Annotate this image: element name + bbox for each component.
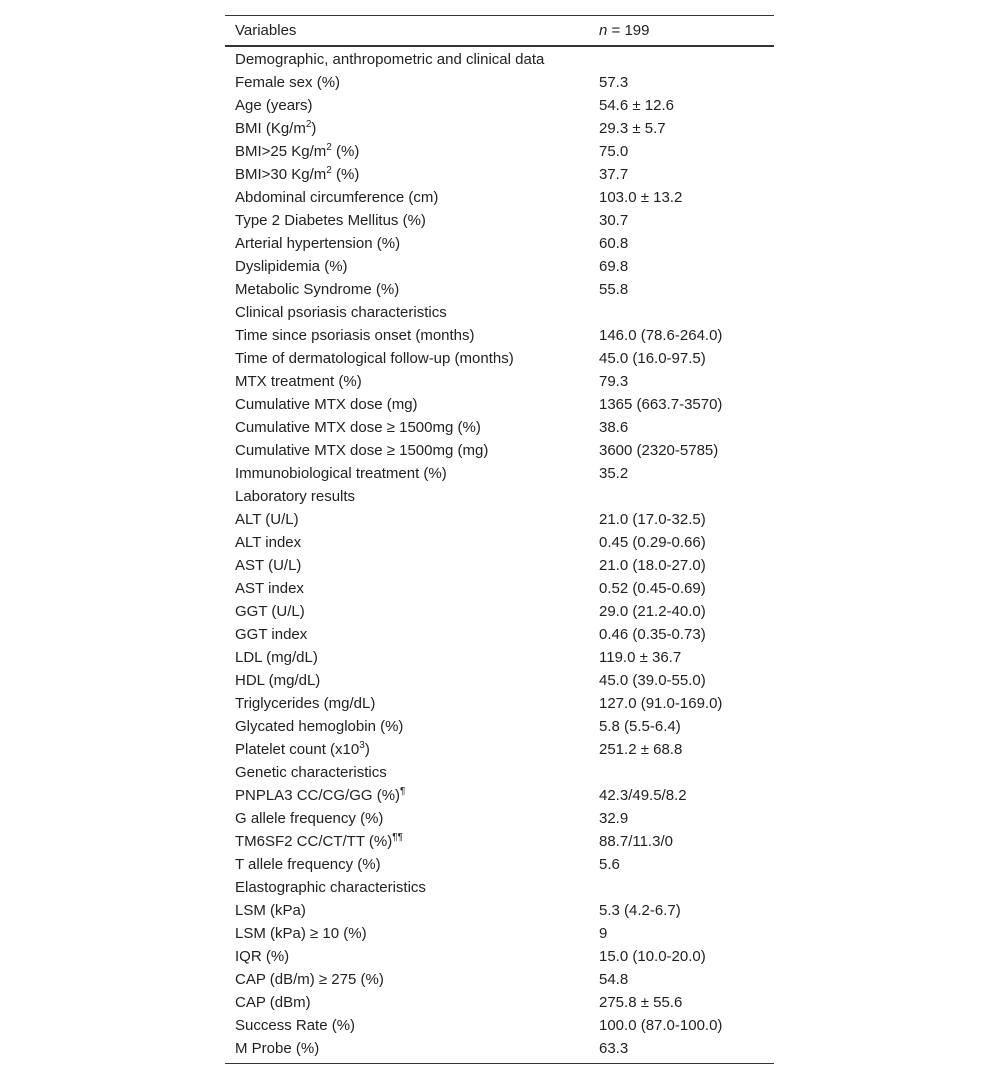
- table-row: [225, 117, 774, 140]
- row-value: 119.0 ± 36.7: [599, 649, 682, 666]
- row-value: 79.3: [599, 373, 629, 390]
- section-heading-row: [225, 301, 774, 324]
- row-label: [225, 235, 599, 252]
- table-row: [225, 71, 774, 94]
- row-label: [225, 925, 599, 942]
- header-sample-size: [599, 22, 774, 39]
- table-row: [225, 669, 774, 692]
- row-label-text: Success Rate (%): [235, 1017, 356, 1034]
- table-row: [225, 324, 774, 347]
- table-row: [225, 255, 774, 278]
- row-label-superscript: 2: [326, 142, 332, 153]
- table-row: [225, 600, 774, 623]
- row-value: 45.0 (39.0-55.0): [599, 672, 706, 689]
- table-row: [225, 439, 774, 462]
- row-label: [225, 327, 599, 344]
- row-label: [225, 787, 599, 804]
- row-label: [225, 442, 599, 459]
- row-label-text: Abdominal circumference (cm): [235, 189, 439, 206]
- table-row: [225, 922, 774, 945]
- table-row: [225, 692, 774, 715]
- row-label-suffix: (%): [331, 166, 360, 183]
- row-label-text: Cumulative MTX dose ≥ 1500mg (%): [235, 419, 481, 436]
- table-row: [225, 853, 774, 876]
- row-label: [225, 1017, 599, 1034]
- table-row: [225, 968, 774, 991]
- table-row: [225, 163, 774, 186]
- row-label-text: Dyslipidemia (%): [235, 258, 348, 275]
- row-value: 9: [599, 925, 608, 942]
- table-row: [225, 186, 774, 209]
- row-label-text: MTX treatment (%): [235, 373, 362, 390]
- row-value: 15.0 (10.0-20.0): [599, 948, 706, 965]
- row-value: 55.8: [599, 281, 629, 298]
- table-row: [225, 945, 774, 968]
- table-row: [225, 347, 774, 370]
- row-value: 29.3 ± 5.7: [599, 120, 666, 137]
- section-heading-row: [225, 485, 774, 508]
- row-label: [225, 74, 599, 91]
- table-row: [225, 830, 774, 853]
- table-header: [225, 15, 774, 47]
- row-value: 37.7: [599, 166, 629, 183]
- row-label-text: Cumulative MTX dose (mg): [235, 396, 418, 413]
- row-label-text: Cumulative MTX dose ≥ 1500mg (mg): [235, 442, 489, 459]
- row-label: [225, 143, 599, 160]
- table-row: [225, 393, 774, 416]
- header-variables: Variables: [235, 22, 297, 39]
- row-label-text: Age (years): [235, 97, 313, 114]
- row-label-text: BMI (Kg/m: [235, 120, 306, 137]
- row-label-text: Time since psoriasis onset (months): [235, 327, 475, 344]
- characteristics-table: [225, 15, 774, 1064]
- row-value: 146.0 (78.6-264.0): [599, 327, 723, 344]
- row-label-text: Arterial hypertension (%): [235, 235, 401, 252]
- row-label-superscript: 3: [359, 740, 365, 751]
- row-label-text: CAP (dB/m) ≥ 275 (%): [235, 971, 384, 988]
- row-value: 5.8 (5.5-6.4): [599, 718, 681, 735]
- row-label-text: AST (U/L): [235, 557, 302, 574]
- row-label-text: Immunobiological treatment (%): [235, 465, 447, 482]
- row-value: 1365 (663.7-3570): [599, 396, 723, 413]
- row-value: 5.6: [599, 856, 620, 873]
- row-label-text: M Probe (%): [235, 1040, 320, 1057]
- row-value: 21.0 (17.0-32.5): [599, 511, 706, 528]
- table-row: [225, 140, 774, 163]
- row-label: [225, 833, 599, 850]
- row-label-text: LDL (mg/dL): [235, 649, 318, 666]
- row-value: 275.8 ± 55.6: [599, 994, 683, 1011]
- row-label-text: HDL (mg/dL): [235, 672, 321, 689]
- row-label: [225, 258, 599, 275]
- row-value: 32.9: [599, 810, 629, 827]
- row-value: 30.7: [599, 212, 629, 229]
- row-value: 63.3: [599, 1040, 629, 1057]
- row-value: 29.0 (21.2-40.0): [599, 603, 706, 620]
- row-value: 21.0 (18.0-27.0): [599, 557, 706, 574]
- row-label: [225, 1040, 599, 1057]
- row-label-text: BMI>25 Kg/m: [235, 143, 327, 160]
- row-label-suffix: (%): [331, 143, 360, 160]
- table-row: [225, 807, 774, 830]
- row-label: [225, 971, 599, 988]
- row-value: 57.3: [599, 74, 629, 91]
- table-row: [225, 508, 774, 531]
- row-label-text: ALT (U/L): [235, 511, 299, 528]
- table-row: [225, 991, 774, 1014]
- row-label: [225, 396, 599, 413]
- table-row: [225, 1037, 774, 1060]
- row-label-text: ALT index: [235, 534, 302, 551]
- row-label-text: Genetic characteristics: [235, 764, 387, 781]
- row-label: [225, 534, 599, 551]
- row-label-text: Female sex (%): [235, 74, 341, 91]
- row-label: [225, 120, 599, 137]
- row-label-text: PNPLA3 CC/CG/GG (%): [235, 787, 401, 804]
- table-row: [225, 278, 774, 301]
- row-label: [225, 465, 599, 482]
- table-row: [225, 646, 774, 669]
- row-label-text: Time of dermatological follow-up (months): [235, 350, 514, 367]
- row-label: [225, 856, 599, 873]
- row-value: 5.3 (4.2-6.7): [599, 902, 681, 919]
- row-label-suffix: ): [364, 741, 370, 758]
- row-label-superscript: ¶: [400, 786, 406, 797]
- row-value: 0.46 (0.35-0.73): [599, 626, 706, 643]
- row-label-text: Laboratory results: [235, 488, 356, 505]
- table-row: [225, 577, 774, 600]
- row-label: [225, 488, 599, 505]
- row-label: [225, 902, 599, 919]
- row-value: 38.6: [599, 419, 629, 436]
- row-value: 45.0 (16.0-97.5): [599, 350, 706, 367]
- row-label: [225, 373, 599, 390]
- row-label: [225, 741, 599, 758]
- section-heading-row: [225, 761, 774, 784]
- header-n-symbol: n: [599, 22, 608, 39]
- row-label: [225, 649, 599, 666]
- row-label: [225, 304, 599, 321]
- row-label: [225, 948, 599, 965]
- row-label-superscript: 2: [305, 119, 312, 130]
- row-label-suffix: ): [311, 120, 317, 137]
- row-label: [225, 626, 599, 643]
- row-value: 127.0 (91.0-169.0): [599, 695, 723, 712]
- row-value: 88.7/11.3/0: [599, 833, 673, 850]
- table-row: [225, 554, 774, 577]
- row-label: [225, 580, 599, 597]
- row-label-text: Triglycerides (mg/dL): [235, 695, 376, 712]
- row-label: [225, 718, 599, 735]
- row-label-text: LSM (kPa) ≥ 10 (%): [235, 925, 367, 942]
- row-label: [225, 764, 599, 781]
- row-value: 54.8: [599, 971, 629, 988]
- row-value: 100.0 (87.0-100.0): [599, 1017, 723, 1034]
- row-label: [225, 166, 599, 183]
- table-row: [225, 1014, 774, 1037]
- table-row: [225, 232, 774, 255]
- section-heading-row: [225, 876, 774, 899]
- table-row: [225, 370, 774, 393]
- table-row: [225, 531, 774, 554]
- row-label-text: Platelet count (x10: [235, 741, 360, 758]
- row-label: [225, 281, 599, 298]
- row-label-superscript: 2: [326, 165, 332, 176]
- row-value: 0.45 (0.29-0.66): [599, 534, 706, 551]
- row-value: 60.8: [599, 235, 629, 252]
- row-label-text: T allele frequency (%): [235, 856, 381, 873]
- row-label-text: Demographic, anthropometric and clinical data: [235, 51, 545, 68]
- row-label-text: Metabolic Syndrome (%): [235, 281, 400, 298]
- row-label: [225, 419, 599, 436]
- row-label: [225, 557, 599, 574]
- row-label: [225, 511, 599, 528]
- row-label-text: CAP (dBm): [235, 994, 311, 1011]
- row-label-text: Elastographic characteristics: [235, 879, 426, 896]
- row-label-text: Type 2 Diabetes Mellitus (%): [235, 212, 426, 229]
- row-label-text: Clinical psoriasis characteristics: [235, 304, 447, 321]
- row-label-text: IQR (%): [235, 948, 290, 965]
- row-label-text: Glycated hemoglobin (%): [235, 718, 404, 735]
- row-label: [225, 994, 599, 1011]
- table-row: [225, 715, 774, 738]
- row-value: 251.2 ± 68.8: [599, 741, 683, 758]
- table-row: [225, 623, 774, 646]
- table-row: [225, 738, 774, 761]
- row-label-text: GGT (U/L): [235, 603, 305, 620]
- row-label: [225, 97, 599, 114]
- row-label-text: TM6SF2 CC/CT/TT (%): [235, 833, 393, 850]
- table-row: [225, 209, 774, 232]
- row-label: [225, 189, 599, 206]
- row-value: 35.2: [599, 465, 629, 482]
- row-label: [225, 695, 599, 712]
- row-label: [225, 212, 599, 229]
- row-label: [225, 879, 599, 896]
- row-label-text: AST index: [235, 580, 304, 597]
- row-value: 0.52 (0.45-0.69): [599, 580, 706, 597]
- row-label: [225, 810, 599, 827]
- table-row: [225, 94, 774, 117]
- row-label: [225, 350, 599, 367]
- row-label: [225, 51, 599, 68]
- header-n-value: = 199: [607, 22, 650, 39]
- row-label-text: BMI>30 Kg/m: [235, 166, 327, 183]
- row-label-text: GGT index: [235, 626, 308, 643]
- row-label-text: LSM (kPa): [235, 902, 306, 919]
- table-row: [225, 784, 774, 807]
- row-value: 54.6 ± 12.6: [599, 97, 674, 114]
- row-value: 69.8: [599, 258, 629, 275]
- row-label: [225, 672, 599, 689]
- section-heading-row: [225, 48, 774, 71]
- row-value: 75.0: [599, 143, 629, 160]
- table-body: [225, 47, 774, 1064]
- table-row: [225, 899, 774, 922]
- row-label-superscript: ¶¶: [392, 832, 403, 843]
- row-label: [225, 603, 599, 620]
- row-value: 42.3/49.5/8.2: [599, 787, 687, 804]
- row-label-text: G allele frequency (%): [235, 810, 384, 827]
- row-value: 3600 (2320-5785): [599, 442, 719, 459]
- row-value: 103.0 ± 13.2: [599, 189, 683, 206]
- table-row: [225, 462, 774, 485]
- table-row: [225, 416, 774, 439]
